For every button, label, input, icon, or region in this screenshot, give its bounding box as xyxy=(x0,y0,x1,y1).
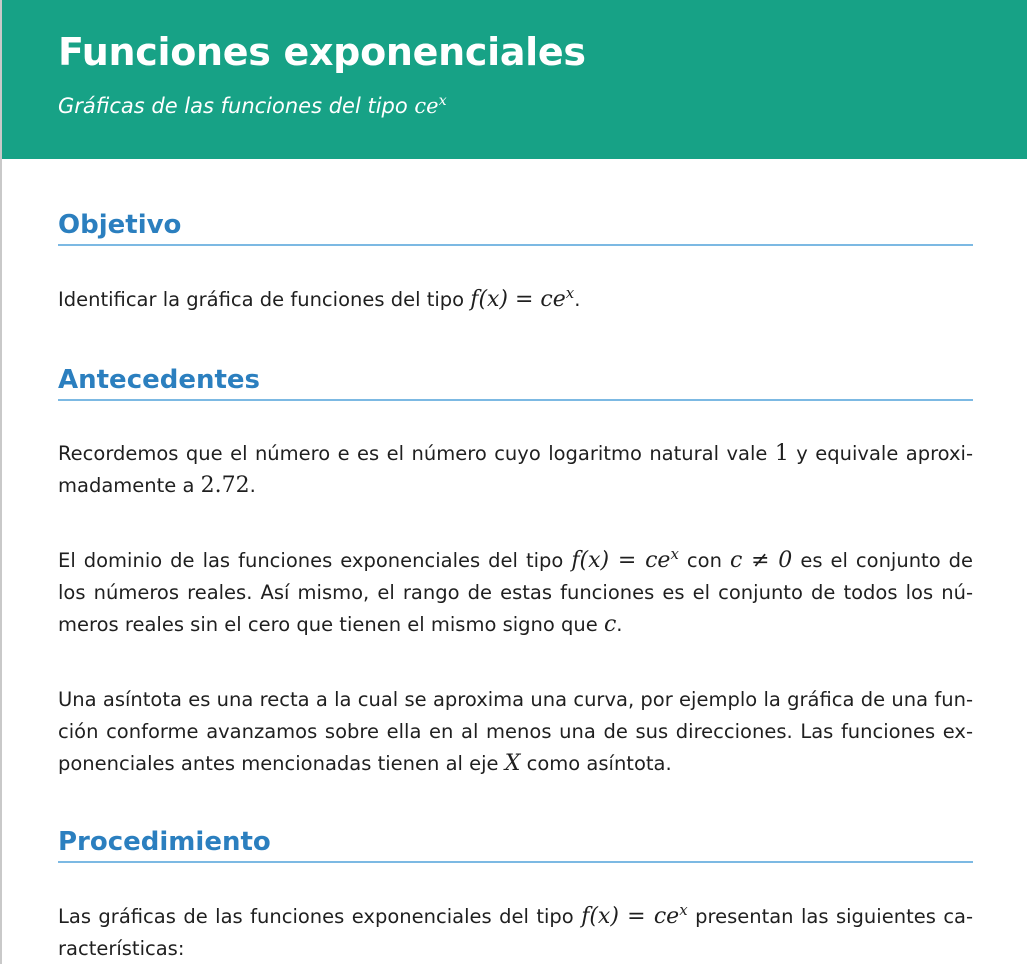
antecedentes-paragraph-2 xyxy=(58,545,973,641)
antecedentes-p1-b: y equivale aproxi-madamente a xyxy=(58,442,974,497)
procedimiento-p1-math-exp: x xyxy=(679,900,688,919)
page-subtitle xyxy=(58,94,447,118)
antecedentes-p2-b: con xyxy=(686,549,722,572)
objetivo-math-base: f(x) = ce xyxy=(470,287,566,312)
antecedentes-p1-math1: 1 xyxy=(774,441,789,466)
section-antecedentes xyxy=(58,365,973,401)
subtitle-math-exp: x xyxy=(438,93,447,110)
subtitle-math-base: ce xyxy=(414,94,439,118)
objetivo-math-exp: x xyxy=(565,283,575,302)
antecedentes-p2-math1-exp: x xyxy=(670,544,679,563)
antecedentes-p3-b: como asíntota. xyxy=(526,752,672,775)
section-heading-objetivo: Objetivo xyxy=(58,210,973,246)
procedimiento-p1-math xyxy=(581,900,688,929)
objetivo-paragraph xyxy=(58,284,973,316)
procedimiento-p1-a: Las gráficas de las funciones exponenciales del tipo xyxy=(58,905,574,928)
antecedentes-p2-math1-base: f(x) = ce xyxy=(571,548,671,573)
antecedentes-p2-end: . xyxy=(616,613,623,636)
antecedentes-p2-math3: c xyxy=(603,612,617,637)
antecedentes-p1-a: Recordemos que el número e es el número cuyo logaritmo natural vale xyxy=(58,442,768,465)
antecedentes-paragraph-1 xyxy=(58,438,973,502)
procedimiento-p1-math-base: f(x) = ce xyxy=(581,904,680,929)
section-procedimiento xyxy=(58,827,973,863)
subtitle-text: Gráficas de las funciones del tipo xyxy=(58,94,408,118)
subtitle-math xyxy=(414,94,446,118)
section-heading-antecedentes: Antecedentes xyxy=(58,365,973,401)
antecedentes-p3-a: Una asíntota es una recta a la cual se aproxima una curva, por ejemplo la gráfica de una fun-ción conforme avanzamos sobre ella en al menos una de sus direcciones. Las funciones ex-ponenciales antes mencionadas tienen al eje xyxy=(58,688,973,775)
antecedentes-p2-math2: c ≠ 0 xyxy=(729,548,793,573)
objetivo-math xyxy=(470,283,575,312)
antecedentes-p1-math2: 2.72 xyxy=(200,473,250,498)
antecedentes-p2-c: es el conjunto de los números reales. Así mismo, el rango de estas funciones es el conjunto de todos los nú-meros reales sin el cero que tienen el mismo signo que xyxy=(58,549,974,636)
antecedentes-paragraph-3 xyxy=(58,684,973,780)
page-header xyxy=(2,0,1027,159)
objetivo-text: Identificar la gráfica de funciones del tipo xyxy=(58,288,465,311)
antecedentes-p2-a: El dominio de las funciones exponenciales del tipo xyxy=(58,549,564,572)
antecedentes-p2-math1 xyxy=(571,544,679,573)
section-heading-procedimiento: Procedimiento xyxy=(58,827,973,863)
procedimiento-p1-b: presentan las siguientes ca-racterísticas: xyxy=(58,905,974,960)
page-title: Funciones exponenciales xyxy=(58,30,586,74)
procedimiento-paragraph-1 xyxy=(58,901,973,965)
section-objetivo xyxy=(58,210,973,246)
antecedentes-p3-math: X xyxy=(504,751,521,776)
objetivo-end: . xyxy=(574,288,581,311)
antecedentes-p1-end: . xyxy=(249,474,256,497)
